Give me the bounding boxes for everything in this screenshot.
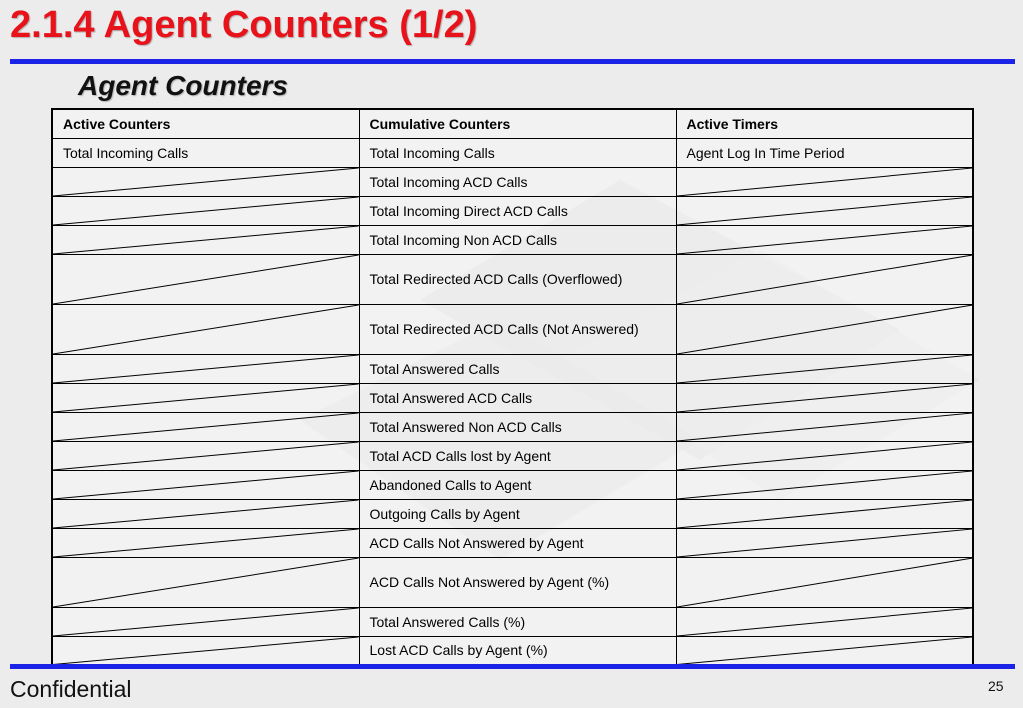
- empty-cell-slash: [52, 304, 359, 354]
- table-cell: Total Redirected ACD Calls (Overflowed): [359, 254, 676, 304]
- empty-cell-slash: [52, 383, 359, 412]
- table-cell: Total Answered Calls: [359, 354, 676, 383]
- empty-cell-slash: [52, 528, 359, 557]
- empty-cell-slash: [676, 225, 973, 254]
- empty-cell-slash: [676, 636, 973, 665]
- empty-cell-slash: [52, 470, 359, 499]
- empty-cell-slash: [52, 254, 359, 304]
- table-row: [52, 304, 973, 354]
- table-body: [52, 138, 973, 665]
- table-cell: Agent Log In Time Period: [676, 138, 973, 167]
- agent-counters-table: [51, 108, 974, 666]
- table-cell: Total Incoming Non ACD Calls: [359, 225, 676, 254]
- empty-cell-slash: [676, 412, 973, 441]
- empty-cell-slash: [52, 441, 359, 470]
- table-row: [52, 354, 973, 383]
- empty-cell-slash: [676, 441, 973, 470]
- table-header-row: [52, 109, 973, 138]
- empty-cell-slash: [676, 499, 973, 528]
- table-row: [52, 499, 973, 528]
- table-row: [52, 470, 973, 499]
- table-row: [52, 138, 973, 167]
- table-row: [52, 167, 973, 196]
- empty-cell-slash: [676, 383, 973, 412]
- empty-cell-slash: [52, 354, 359, 383]
- table-cell: Total Redirected ACD Calls (Not Answered): [359, 304, 676, 354]
- table-row: [52, 383, 973, 412]
- title-divider: [10, 59, 1015, 64]
- table-row: [52, 441, 973, 470]
- table-row: [52, 225, 973, 254]
- empty-cell-slash: [52, 607, 359, 636]
- table-cell: Total Answered Calls (%): [359, 607, 676, 636]
- header-cumulative-counters: Cumulative Counters: [359, 109, 676, 138]
- empty-cell-slash: [52, 167, 359, 196]
- table-cell: Abandoned Calls to Agent: [359, 470, 676, 499]
- table-row: [52, 557, 973, 607]
- slide-subtitle: Agent Counters: [78, 70, 288, 101]
- empty-cell-slash: [676, 354, 973, 383]
- empty-cell-slash: [52, 225, 359, 254]
- header-active-timers: Active Timers: [676, 109, 973, 138]
- counters-table-container: [51, 108, 972, 666]
- table-row: [52, 412, 973, 441]
- empty-cell-slash: [52, 636, 359, 665]
- table-cell: Outgoing Calls by Agent: [359, 499, 676, 528]
- table-cell: Total ACD Calls lost by Agent: [359, 441, 676, 470]
- empty-cell-slash: [52, 557, 359, 607]
- footer-confidential: Confidential: [10, 676, 132, 702]
- empty-cell-slash: [676, 167, 973, 196]
- table-cell: Total Incoming Calls: [359, 138, 676, 167]
- empty-cell-slash: [676, 557, 973, 607]
- empty-cell-slash: [676, 470, 973, 499]
- table-cell: Total Incoming Calls: [52, 138, 359, 167]
- table-cell: ACD Calls Not Answered by Agent: [359, 528, 676, 557]
- table-cell: Lost ACD Calls by Agent (%): [359, 636, 676, 665]
- empty-cell-slash: [676, 304, 973, 354]
- table-cell: ACD Calls Not Answered by Agent (%): [359, 557, 676, 607]
- table-cell: Total Answered ACD Calls: [359, 383, 676, 412]
- table-cell: Total Incoming Direct ACD Calls: [359, 196, 676, 225]
- empty-cell-slash: [52, 412, 359, 441]
- table-cell: Total Incoming ACD Calls: [359, 167, 676, 196]
- slide-title: 2.1.4 Agent Counters (1/2): [10, 4, 478, 46]
- table-row: [52, 528, 973, 557]
- table-row: [52, 607, 973, 636]
- empty-cell-slash: [676, 254, 973, 304]
- empty-cell-slash: [52, 196, 359, 225]
- footer-divider: [10, 664, 1015, 669]
- empty-cell-slash: [676, 528, 973, 557]
- page-number: 25: [988, 678, 1004, 694]
- table-cell: Total Answered Non ACD Calls: [359, 412, 676, 441]
- empty-cell-slash: [52, 499, 359, 528]
- empty-cell-slash: [676, 607, 973, 636]
- table-row: [52, 254, 973, 304]
- table-row: [52, 196, 973, 225]
- table-row: [52, 636, 973, 665]
- header-active-counters: Active Counters: [52, 109, 359, 138]
- empty-cell-slash: [676, 196, 973, 225]
